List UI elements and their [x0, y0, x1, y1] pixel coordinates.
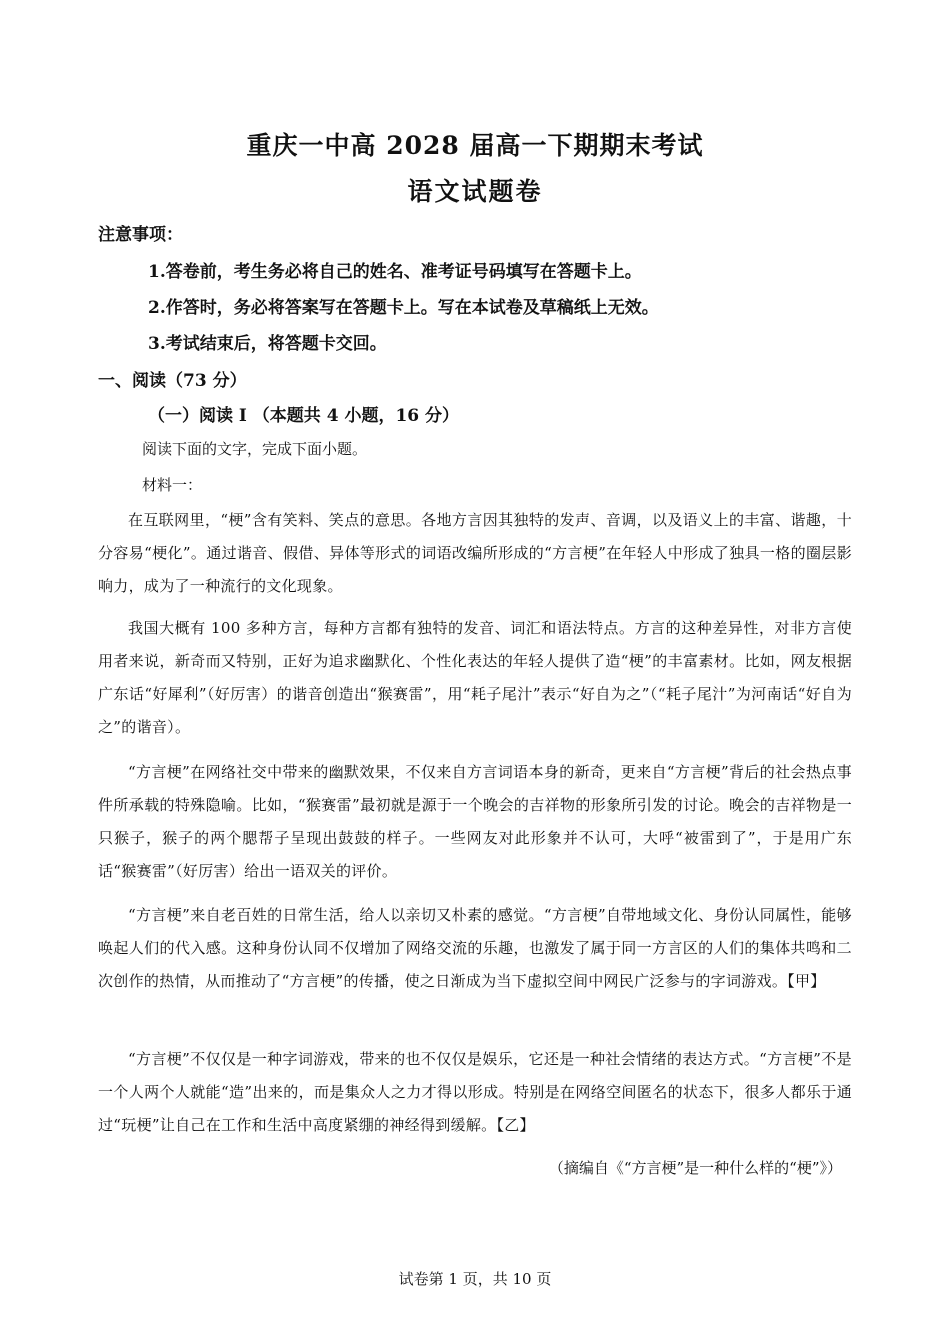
paragraph-1: 在互联网里，“梗”含有笑料、笑点的意思。各地方言因其独特的发声、音调，以及语义上的丰富、谐趣，十分容易“梗化”。通过谐音、假借、异体等形式的词语改编所形成的“方言梗”在年轻人中形成了独具一格的圈层影响力，成为了一种流行的文化现象。 [98, 511, 852, 595]
notice-item-2: 2.作答时，务必将答案写在答题卡上。写在本试卷及草稿纸上无效。 [148, 298, 659, 318]
reading-instruction: 阅读下面的文字，完成下面小题。 [142, 440, 368, 458]
paragraph-5: “方言梗”不仅仅是一种字词游戏，带来的也不仅仅是娱乐，它还是一种社会情绪的表达方式。“方言梗”不是一个人两个人就能“造”出来的，而是集众人之力才得以形成。特别是在网络空间匿名的状态下，很多人都乐于通过“玩梗”让自己在工作和生活中高度紧绷的神经得到缓解。【乙】 [98, 1050, 852, 1134]
source-citation: （摘编自《“方言梗”是一种什么样的“梗”》） [548, 1159, 842, 1177]
paragraph-3: “方言梗”在网络社交中带来的幽默效果，不仅来自方言词语本身的新奇，更来自“方言梗”背后的社会热点事件所承载的特殊隐喻。比如，“猴赛雷”最初就是源于一个晚会的吉祥物的形象所引发的讨论。晚会的吉祥物是一只猴子，猴子的两个腮帮子呈现出鼓鼓的样子。一些网友对此形象并不认可，大呼“被雷到了”，于是用广东话“猴赛雷”（好厉害）给出一语双关的评价。 [98, 763, 852, 880]
exam-subtitle: 语文试题卷 [407, 177, 543, 206]
section-heading: 一、阅读（73 分） [98, 371, 247, 391]
page-footer: 试卷第 1 页，共 10 页 [398, 1270, 552, 1288]
exam-title: 重庆一中高 2028 届高一下期期末考试 [246, 131, 704, 160]
notice-item-1: 1.答卷前，考生务必将自己的姓名、准考证号码填写在答题卡上。 [148, 262, 642, 282]
subsection-heading: （一）阅读 I （本题共 4 小题，16 分） [148, 406, 460, 426]
notice-heading: 注意事项： [98, 225, 183, 245]
notice-item-3: 3.考试结束后，将答题卡交回。 [148, 334, 387, 354]
paragraph-4: “方言梗”来自老百姓的日常生活，给人以亲切又朴素的感觉。“方言梗”自带地域文化、身份认同属性，能够唤起人们的代入感。这种身份认同不仅增加了网络交流的乐趣，也激发了属于同一方言区的人们的集体共鸣和二次创作的热情，从而推动了“方言梗”的传播，使之日渐成为当下虚拟空间中网民广泛参与的字词游戏。【甲】 [98, 906, 852, 990]
paragraph-2: 我国大概有 100 多种方言，每种方言都有独特的发音、词汇和语法特点。方言的这种差异性，对非方言使用者来说，新奇而又特别，正好为追求幽默化、个性化表达的年轻人提供了造“梗”的丰富素材。比如，网友根据广东话“好犀利”（好厉害）的谐音创造出“猴赛雷”，用“耗子尾汁”表示“好自为之”（“耗子尾汁”为河南话“好自为之”的谐音）。 [98, 619, 852, 736]
material-label: 材料一： [142, 476, 203, 494]
